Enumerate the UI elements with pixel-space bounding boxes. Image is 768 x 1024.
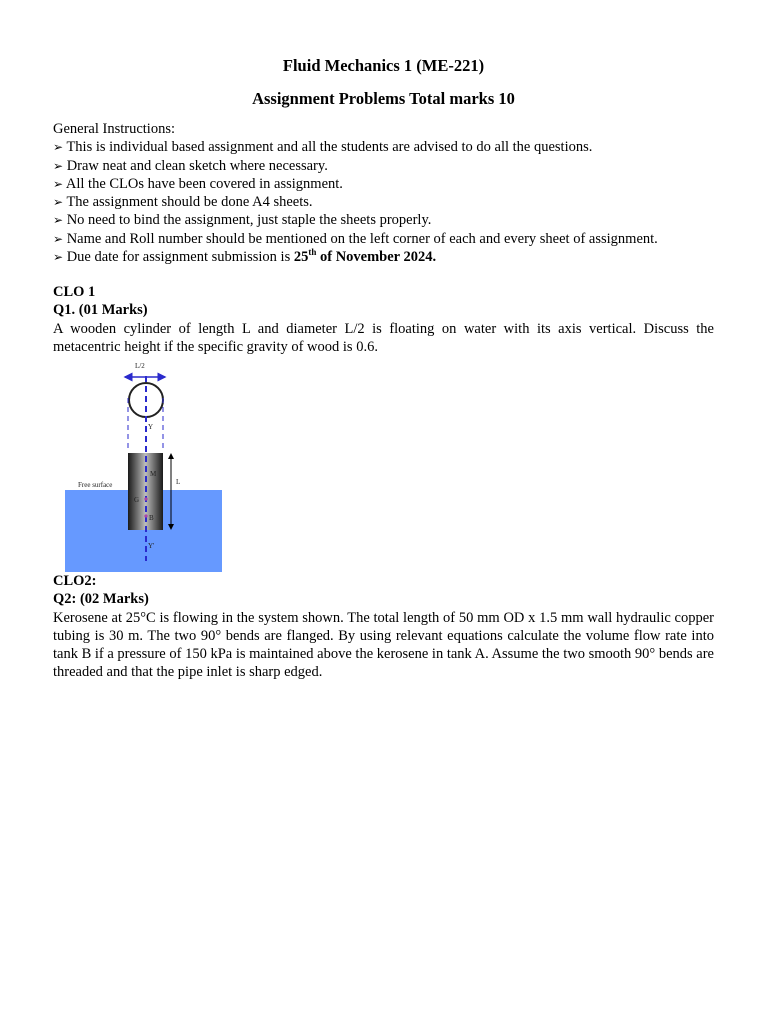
axis-y-label: Y — [148, 423, 154, 431]
instruction-item: ➢ All the CLOs have been covered in assignment. — [53, 175, 343, 192]
due-date-item: ➢ Due date for assignment submission is 25th of November 2024. — [53, 247, 437, 266]
due-day: 25 — [293, 249, 309, 266]
due-month-year: of November 2024. — [316, 249, 437, 266]
instructions-heading: General Instructions: — [53, 121, 176, 137]
length-label: L — [176, 478, 181, 486]
clo2-heading: CLO2: — [53, 573, 97, 589]
bullet-arrow-icon: ➢ — [53, 213, 64, 228]
instruction-item: ➢ Draw neat and clean sketch where necessary. — [53, 157, 328, 174]
clo1-section — [53, 283, 714, 356]
metacentre-label: M — [150, 470, 157, 478]
centre-of-buoyancy-label: B — [149, 514, 154, 522]
q2-label: Q2: (02 Marks) — [53, 591, 149, 608]
diameter-label: L/2 — [135, 362, 145, 370]
bullet-arrow-icon: ➢ — [53, 195, 64, 210]
bullet-arrow-icon: ➢ — [53, 231, 64, 246]
instruction-item: ➢ No need to bind the assignment, just staple the sheets properly. — [53, 212, 432, 229]
clo1-heading: CLO 1 — [53, 284, 96, 300]
bullet-arrow-icon: ➢ — [53, 250, 64, 265]
due-day-suffix: th — [308, 247, 317, 258]
bullet-arrow-icon: ➢ — [53, 158, 64, 173]
centre-of-gravity-point — [144, 497, 147, 500]
instruction-item: ➢ This is individual based assignment and all the students are advised to do all the questions. — [53, 139, 593, 156]
bullet-arrow-icon: ➢ — [53, 140, 64, 155]
q1-text: A wooden cylinder of length L and diameter L/2 is floating on water with its axis vertical. Discuss the metacentric height if the specific gravity of wood is 0.6. — [53, 320, 714, 355]
clo2-section — [53, 572, 714, 682]
centre-of-buoyancy-point — [144, 514, 147, 517]
document-title: Fluid Mechanics 1 (ME-221) — [282, 56, 485, 75]
bullet-arrow-icon: ➢ — [53, 176, 64, 191]
general-instructions — [53, 120, 714, 266]
free-surface-label: Free surface — [78, 481, 113, 489]
document-subtitle: Assignment Problems Total marks 10 — [252, 89, 515, 108]
instruction-item: ➢ Name and Roll number should be mentioned on the left corner of each and every sheet of assignment. — [53, 230, 658, 247]
q2-text: Kerosene at 25°C is flowing in the system shown. The total length of 50 mm OD x 1.5 mm wall hydraulic copper tubing is 30 m. The two 90° bends are flanged. By using relevant equations calculate the volume flow rate into tank B if a pressure of 150 kPa is maintained above the kerosene in tank A. Assume the two smooth 90° bends are threaded and that the pipe inlet is sharp edged. — [53, 609, 714, 681]
axis-y-prime-label: Y' — [148, 542, 155, 550]
floating-cylinder-figure — [64, 358, 234, 576]
q1-label: Q1. (01 Marks) — [53, 302, 148, 319]
centre-of-gravity-label: G — [134, 496, 140, 504]
instruction-item: ➢ The assignment should be done A4 sheets. — [53, 194, 313, 211]
